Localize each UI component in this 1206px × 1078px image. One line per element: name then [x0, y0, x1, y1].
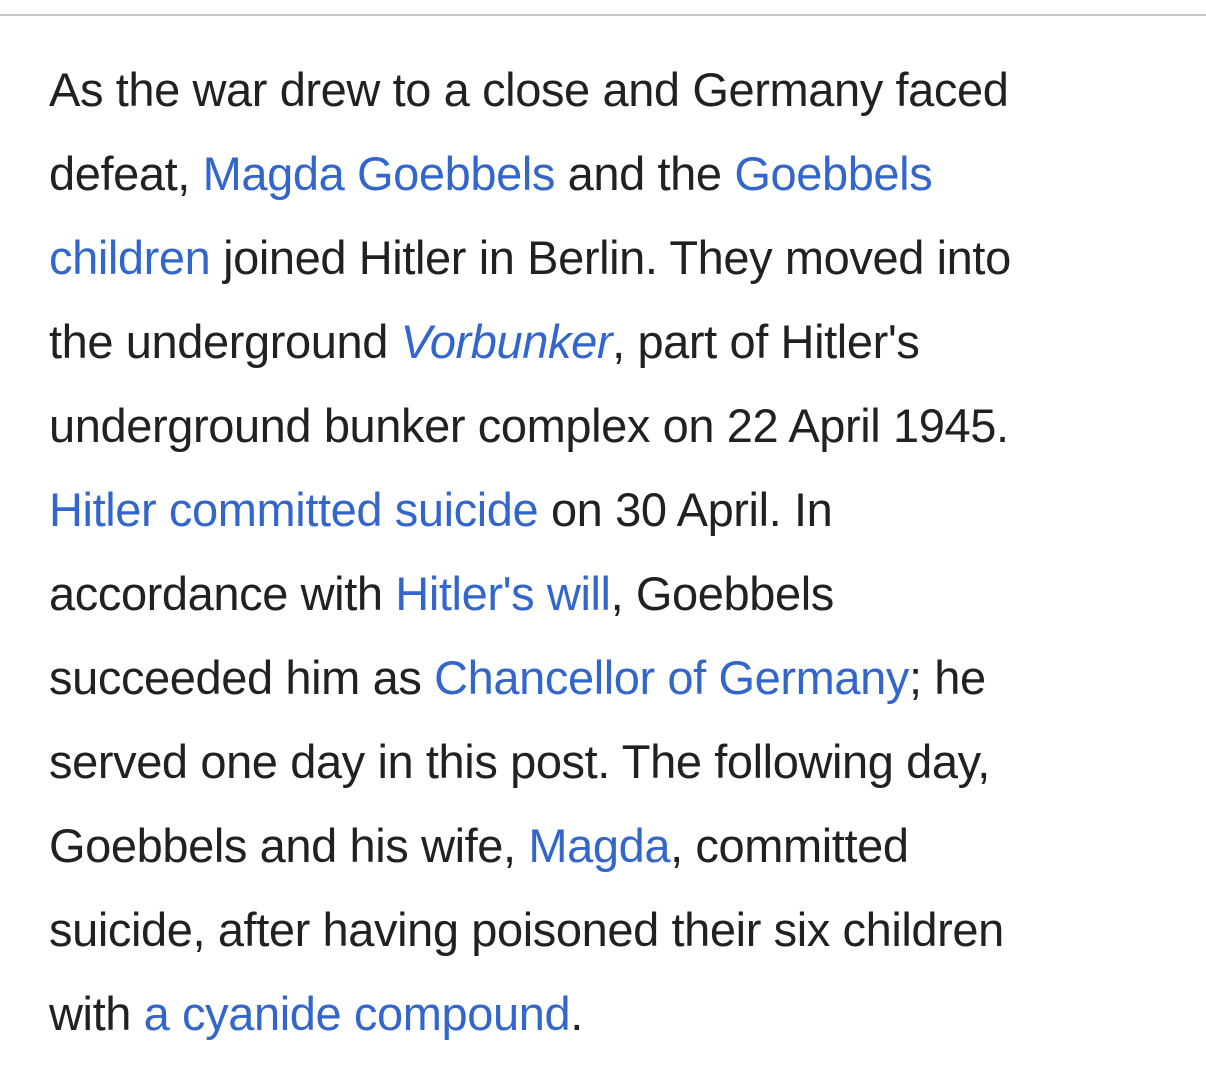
text-run: and the	[554, 147, 735, 200]
text-line	[49, 636, 1166, 720]
text-run: on 30 April. In	[538, 483, 833, 536]
wikilink[interactable]: Vorbunker	[400, 315, 613, 368]
wikilink[interactable]: Magda	[528, 819, 671, 872]
text-run: , committed	[670, 819, 909, 872]
text-run: joined Hitler in Berlin. They moved into	[210, 231, 1011, 284]
wikilink[interactable]: a cyanide compound	[143, 987, 571, 1040]
text-run: suicide, after having poisoned their six children	[49, 903, 1004, 956]
wikilink[interactable]: Hitler's will	[395, 567, 611, 620]
text-run: As the war drew to a close and Germany faced	[49, 63, 1009, 116]
text-run: underground bunker complex on 22 April 1945.	[49, 399, 1009, 452]
text-line	[49, 720, 1166, 804]
text-line	[49, 216, 1166, 300]
text-line	[49, 48, 1166, 132]
text-run: the underground	[49, 315, 401, 368]
text-run: Goebbels and his wife,	[49, 819, 529, 872]
text-run: , part of Hitler's	[612, 315, 920, 368]
text-run: served one day in this post. The following day,	[49, 735, 990, 788]
text-run: succeeded him as	[49, 651, 435, 704]
text-line	[49, 552, 1166, 636]
wikilink[interactable]: Goebbels	[734, 147, 933, 200]
text-line	[49, 384, 1166, 468]
text-run: , Goebbels	[610, 567, 834, 620]
text-line	[49, 468, 1166, 552]
text-line	[49, 972, 1166, 1056]
text-run: .	[570, 987, 583, 1040]
text-line	[49, 888, 1166, 972]
wikilink[interactable]: Chancellor of Germany	[434, 651, 909, 704]
text-run: ; he	[908, 651, 986, 704]
text-run: accordance with	[49, 567, 396, 620]
article-body	[0, 16, 1206, 1056]
text-run: defeat,	[49, 147, 203, 200]
text-run: with	[49, 987, 144, 1040]
wikilink[interactable]: children	[49, 231, 211, 284]
paragraph	[49, 48, 1166, 1056]
text-line	[49, 132, 1166, 216]
wikilink[interactable]: Hitler committed suicide	[49, 483, 539, 536]
text-line	[49, 804, 1166, 888]
text-line	[49, 300, 1166, 384]
wikilink[interactable]: Magda Goebbels	[202, 147, 555, 200]
